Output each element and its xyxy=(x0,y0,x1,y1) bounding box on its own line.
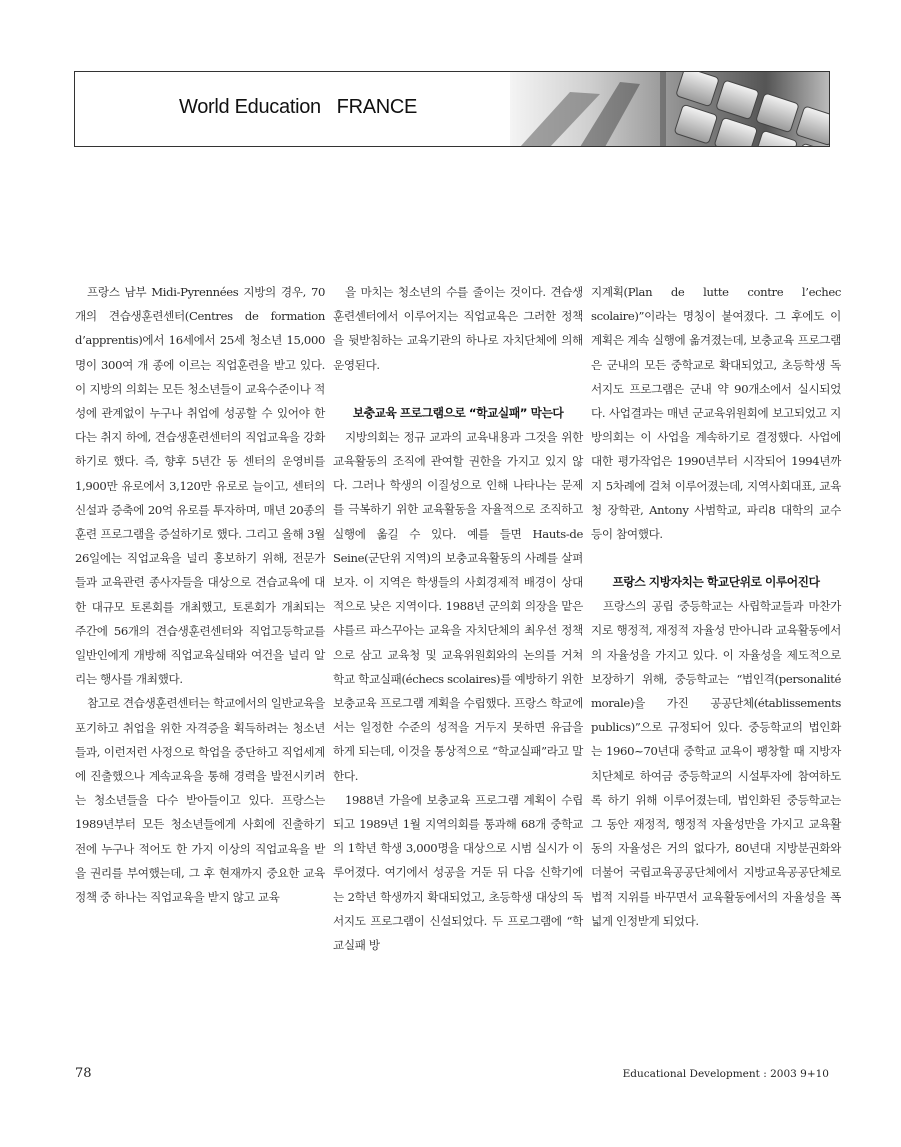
paragraph: 1988년 가을에 보충교육 프로그램 계획이 수립되고 1989년 1월 지역의회를 통과해 68개 중학교의 1학년 학생 3,000명을 대상으로 시범 실시가 이루어졌다. 여기에서 성공을 거둔 뒤 다음 신학기에는 2학년 학생까지 확대되었고, 초등학생 대상의 독서지도 프로그램이 신설되었다. 두 프로그램에 “학교실패 방 xyxy=(333,792,583,953)
text-column-2 xyxy=(333,280,583,957)
paragraph: 프랑스 남부 Midi-Pyrennées 지방의 경우, 70개의 견습생훈련센터(Centres de formation d’apprentis)에서 16세에서 25세 청소년 15,000명이 300여 개 종에 이르는 직업훈련을 받고 있다. 이 지방의 의회는 모든 청소년들이 교육수준이나 적성에 관계없이 누구나 취업에 성공할 수 있어야 한다는 취지 하에, 견습생훈련센터의 직업교육을 강화하기로 했다. 즉, 향후 5년간 동 센터의 운영비를 1,900만 유로에서 3,120만 유로로 늘이고, 센터의 신설과 증축에 20억 유로를 투자하며, 매년 20종의 훈련 프로그램을 증설하기로 했다. 그리고 올해 3월 26일에는 직업교육을 널리 홍보하기 위해, 전문가들과 교육관련 종사자들을 대상으로 견습교육에 대한 대규모 토론회를 개최했고, 토론회가 개최되는 주간에 56개의 견습생훈련센터와 직업고등학교를 일반인에게 개방해 직업교육실태와 여건을 널리 알리는 행사를 개최했다. xyxy=(75,285,325,687)
header-banner-image xyxy=(510,72,830,147)
paragraph: 지계획(Plan de lutte contre l’echec scolaire)”이라는 명칭이 붙여졌다. 그 후에도 이 계획은 계속 실행에 옮겨졌는데, 보충교육 프로그램은 군내의 모든 중학교로 확대되었고, 초등학생 독서지도 프로그램은 군내 약 90개소에서 실시되었다. 사업결과는 매년 군교육위원회에 보고되었고 지방의회는 이 사업을 계속하기로 결정했다. 사업에 대한 평가작업은 1990년부터 시작되어 1994년까지 5차례에 걸쳐 이루어졌는데, 지역사회대표, 교육청 장학관, Antony 사범학교, 파리8 대학의 교수 등이 참여했다. xyxy=(591,285,841,542)
article-header xyxy=(74,71,830,147)
page-number: 78 xyxy=(75,1066,92,1081)
keyboard-keys-graphic xyxy=(510,72,830,147)
section-heading: 프랑스 지방자치는 학교단위로 이루어진다 xyxy=(612,575,820,590)
journal-footer: Educational Development : 2003 9+10 xyxy=(622,1068,829,1080)
paragraph: 프랑스의 공립 중등학교는 사립학교들과 마찬가지로 행정적, 재정적 자율성 만아니라 교육활동에서의 자율성을 가지고 있다. 이 자율성을 제도적으로 보장하기 위해, 중등학교는 “법인격(personalité morale)을 가진 공공단체(établissements publics)”으로 규정되어 있다. 중등학교의 법인화는 1960~70년대 중학교 교육이 팽창할 때 지방자치단체로 하여금 중등학교의 시설투자에 참여하도록 하기 위해 이루어졌는데, 법인화된 중등학교는 그 동안 재정적, 행정적 자율성만을 가지고 교육활동의 자율성은 거의 없다가, 80년대 지방분권화와 더불어 국립교육공공단체에서 지방교육공공단체로 법적 지위를 바꾸면서 교육활동에서의 자율성을 폭넓게 인정받게 되었다. xyxy=(591,599,841,928)
header-title: World Education FRANCE xyxy=(179,96,418,118)
text-column-3 xyxy=(591,280,841,933)
section-heading: 보충교육 프로그램으로 “학교실패” 막는다 xyxy=(352,405,564,420)
text-column-1 xyxy=(75,280,325,909)
paragraph: 지방의회는 정규 교과의 교육내용과 그것을 위한 교육활동의 조직에 관여할 권한을 가지고 있지 않다. 그러나 학생의 이질성으로 인해 나타나는 문제를 극복하기 위한 교육활동을 자율적으로 조직하고 실행에 옮길 수 있다. 예를 들면 Hauts-de Seine(군단위 지역)의 보충교육활동의 사례를 살펴보자. 이 지역은 학생들의 사회경제적 배경이 상대적으로 낮은 지역이다. 1988년 군의회 의장을 맡은 샤를르 파스꾸아는 교육을 자치단체의 최우선 정책으로 삼고 교육청 및 교육위원회와의 논의를 거쳐 학교 학교실패(échecs scolaires)를 예방하기 위한 보충교육 프로그램 계획을 수립했다. 프랑스 학교에서는 일정한 수준의 성적을 거두지 못하면 유급을 하게 되는데, 이것을 통상적으로 “학교실패”라고 말한다. xyxy=(333,429,583,783)
paragraph: 을 마치는 청소년의 수를 줄이는 것이다. 견습생훈련센터에서 이루어지는 직업교육은 그러한 정책을 뒷받침하는 교육기관의 하나로 자치단체에 의해 운영된다. xyxy=(333,285,583,372)
paragraph: 참고로 견습생훈련센터는 학교에서의 일반교육을 포기하고 취업을 위한 자격증을 획득하려는 청소년들과, 이런저런 사정으로 학업을 중단하고 직업세계에 진출했으나 계속교육을 통해 경력을 발전시키려는 청소년들을 다수 받아들이고 있다. 프랑스는 1989년부터 모든 청소년들에게 사회에 진출하기 전에 누구나 적어도 한 가지 이상의 직업교육을 받을 권리를 부여했는데, 그 후 현재까지 중요한 교육정책 중 하나는 직업교육을 받지 않고 교육 xyxy=(75,696,325,905)
